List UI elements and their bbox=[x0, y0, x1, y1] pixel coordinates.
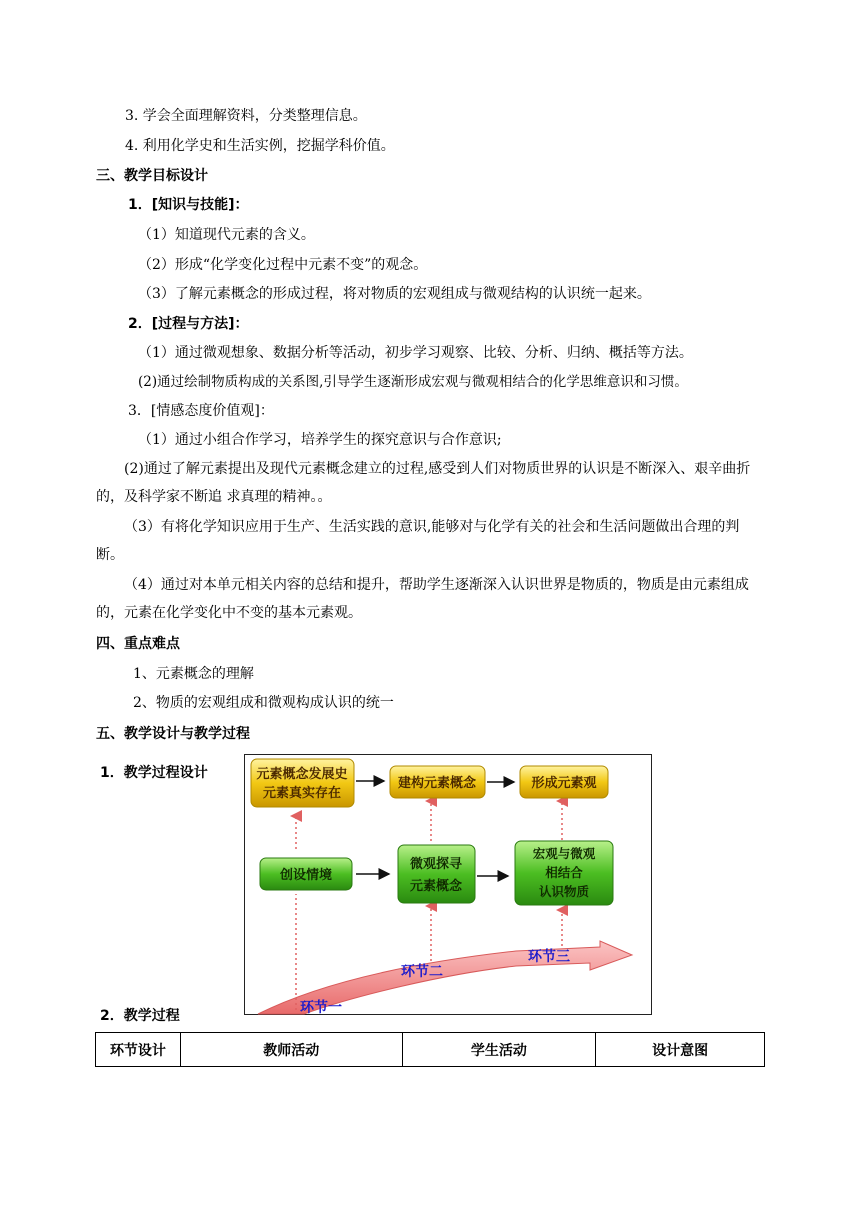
header-design-intent: 设计意图 bbox=[596, 1033, 765, 1067]
teaching-process-table bbox=[95, 1032, 765, 1067]
knowledge-item-3: （3）了解元素概念的形成过程，将对物质的宏观组成与微观结构的认识统一起来。 bbox=[138, 286, 651, 302]
box-micro-explore-line2: 元素概念 bbox=[409, 879, 463, 894]
section-heading-objectives: 三、教学目标设计 bbox=[96, 168, 208, 184]
header-teacher-activity: 教师活动 bbox=[180, 1033, 402, 1067]
box-form-view-label: 形成元素观 bbox=[531, 776, 597, 791]
box-element-history-line1: 元素概念发展史 bbox=[256, 767, 348, 782]
process-item-1: （1）通过微观想象、数据分析等活动，初步学习观察、比较、分析、归纳、概括等方法。 bbox=[138, 345, 693, 361]
process-item-2: (2)通过绘制物质构成的关系图,引导学生逐渐形成宏观与微观相结合的化学思维意识和习惯。 bbox=[138, 374, 688, 390]
box-macro-micro-line2: 相结合 bbox=[545, 865, 583, 880]
header-student-activity: 学生活动 bbox=[402, 1033, 596, 1067]
box-element-history-line2: 元素真实存在 bbox=[262, 786, 342, 801]
stage-label-1: 环节一 bbox=[300, 1000, 342, 1015]
table-header-row bbox=[96, 1033, 765, 1067]
attitude-item-4: （4）通过对本单元相关内容的总结和提升，帮助学生逐渐深入认识世界是物质的，物质是由元素组成的，元素在化学变化中不变的基本元素观。 bbox=[96, 577, 749, 621]
box-macro-micro-line3: 认识物质 bbox=[538, 884, 590, 899]
box-micro-explore-line1: 微观探寻 bbox=[409, 857, 463, 872]
stage-label-2: 环节二 bbox=[401, 964, 443, 980]
list-item-3: 3. 学会全面理解资料，分类整理信息。 bbox=[125, 108, 367, 124]
key-point-2: 2、物质的宏观组成和微观构成认识的统一 bbox=[133, 695, 394, 711]
box-macro-micro-line1: 宏观与微观 bbox=[532, 846, 596, 861]
subheading-process: 2．[过程与方法]： bbox=[128, 316, 249, 332]
subheading-attitude: 3．[情感态度价值观]： bbox=[128, 403, 274, 419]
section-heading-key-points: 四、重点难点 bbox=[96, 636, 180, 652]
section-heading-design: 五、教学设计与教学过程 bbox=[96, 726, 250, 742]
attitude-item-3: （3）有将化学知识应用于生产、生活实践的意识,能够对与化学有关的社会和生活问题做出合理的判断。 bbox=[96, 519, 740, 563]
knowledge-item-1: （1）知道现代元素的含义。 bbox=[138, 227, 315, 243]
box-micro-explore bbox=[398, 845, 475, 903]
subheading-process-design: 1．教学过程设计 bbox=[100, 765, 208, 781]
box-create-situation-label: 创设情境 bbox=[279, 868, 333, 883]
teaching-flow-diagram bbox=[244, 754, 652, 1015]
subheading-knowledge: 1．[知识与技能]： bbox=[128, 197, 249, 213]
key-point-1: 1、元素概念的理解 bbox=[133, 666, 254, 682]
list-item-4: 4. 利用化学史和生活实例，挖掘学科价值。 bbox=[125, 138, 395, 154]
subheading-teaching-process: 2．教学过程 bbox=[100, 1008, 180, 1024]
header-stage-design: 环节设计 bbox=[96, 1033, 181, 1067]
attitude-item-1: （1）通过小组合作学习，培养学生的探究意识与合作意识; bbox=[138, 432, 502, 448]
knowledge-item-2: （2）形成“化学变化过程中元素不变”的观念。 bbox=[138, 257, 428, 273]
stage-label-3: 环节三 bbox=[528, 949, 570, 965]
box-build-concept-label: 建构元素概念 bbox=[397, 776, 477, 791]
attitude-item-2: (2)通过了解元素提出及现代元素概念建立的过程,感受到人们对物质世界的认识是不断深入、艰辛曲折的，及科学家不断追 求真理的精神。。 bbox=[96, 461, 751, 505]
